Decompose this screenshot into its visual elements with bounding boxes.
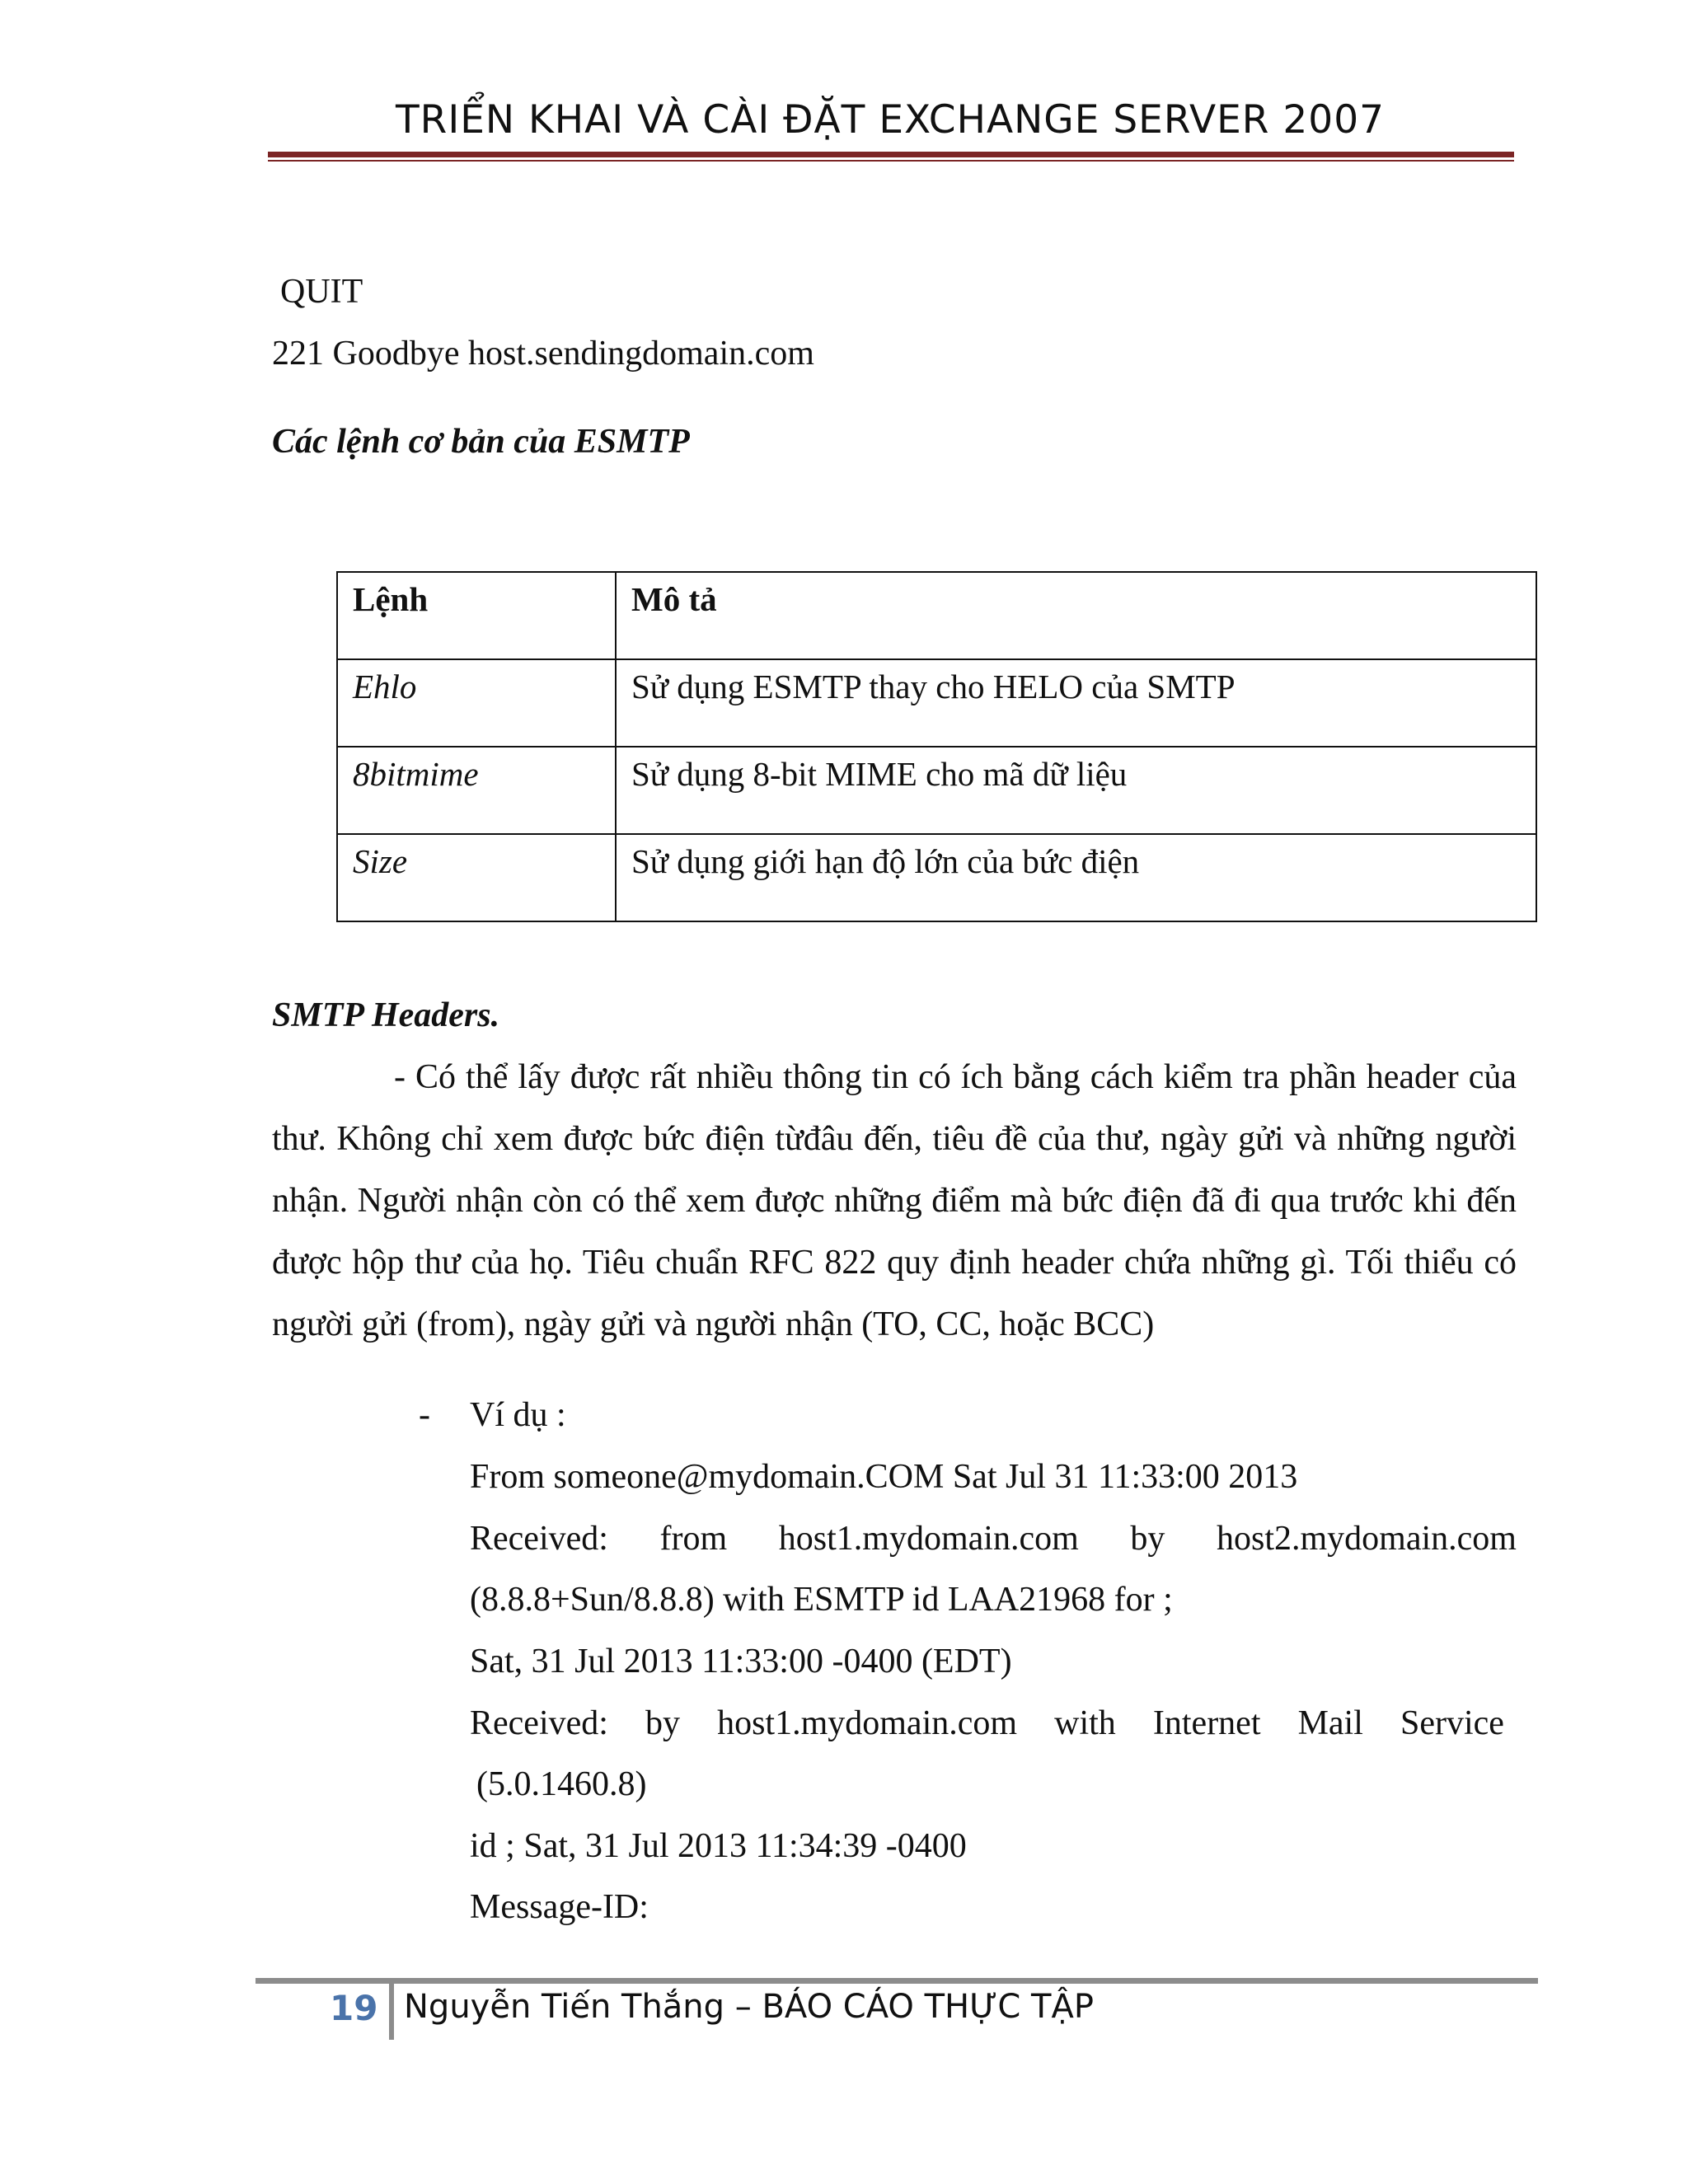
- esmtp-heading: Các lệnh cơ bản của ESMTP: [272, 423, 690, 461]
- example-from-line: From someone@mydomain.COM Sat Jul 31 11:33:00 2013: [470, 1458, 1298, 1496]
- table-row: [337, 747, 1536, 834]
- table-row: [337, 659, 1536, 747]
- column-header-command: Lệnh: [337, 572, 616, 659]
- description-cell: Sử dụng ESMTP thay cho HELO của SMTP: [616, 659, 1536, 747]
- smtp-headers-heading: SMTP Headers.: [272, 996, 500, 1034]
- description-cell: Sử dụng giới hạn độ lớn của bức điện: [616, 834, 1536, 921]
- footer-divider: [389, 1984, 394, 2040]
- example-received-version: (5.0.1460.8): [476, 1765, 647, 1803]
- footer-author-text: Nguyễn Tiến Thắng – BÁO CÁO THỰC TẬP: [404, 1988, 1094, 2026]
- table-header-row: [337, 572, 1536, 659]
- received-word: with: [1054, 1704, 1116, 1742]
- goodbye-response: 221 Goodbye host.sendingdomain.com: [272, 335, 814, 373]
- example-received-id: id ; Sat, 31 Jul 2013 11:34:39 -0400: [470, 1827, 967, 1865]
- esmtp-commands-table: [336, 571, 1537, 922]
- column-header-description: Mô tả: [616, 572, 1536, 659]
- received-word: Received:: [470, 1520, 608, 1558]
- received-word: Internet: [1152, 1704, 1261, 1742]
- example-received-line-2: [470, 1704, 1504, 1743]
- received-word: by: [645, 1704, 680, 1742]
- table-row: [337, 834, 1536, 921]
- received-word: host1.mydomain.com: [717, 1704, 1018, 1742]
- received-word: from: [659, 1520, 728, 1558]
- received-word: by: [1130, 1520, 1165, 1558]
- example-bullet: -: [419, 1396, 430, 1434]
- running-header-title: TRIỂN KHAI VÀ CÀI ĐẶT EXCHANGE SERVER 2007: [395, 97, 1386, 143]
- description-cell: Sử dụng 8-bit MIME cho mã dữ liệu: [616, 747, 1536, 834]
- example-received-continuation: (8.8.8+Sun/8.8.8) with ESMTP id LAA21968 for ;: [470, 1581, 1173, 1619]
- command-cell: Size: [337, 834, 616, 921]
- header-rule: [268, 152, 1514, 157]
- smtp-headers-paragraph: - Có thể lấy được rất nhiều thông tin có ích bằng cách kiểm tra phần header của thư. Không chỉ xem được bức điện từđâu đến, tiêu đề của thư, ngày gửi và những người nhận. Người nhận còn có thể xem được những điểm mà bức điện đã đi qua trước khi đến được hộp thư của họ. Tiêu chuẩn RFC 822 quy định header chứa những gì. Tối thiểu có người gửi (from), ngày gửi và người nhận (TO, CC, hoặc BCC): [272, 1058, 1517, 1343]
- command-cell: Ehlo: [337, 659, 616, 747]
- received-word: Received:: [470, 1704, 608, 1742]
- example-message-id: Message-ID:: [470, 1888, 649, 1926]
- page-number: 19: [330, 1988, 378, 2028]
- received-word: host2.mydomain.com: [1217, 1520, 1517, 1558]
- command-cell: 8bitmime: [337, 747, 616, 834]
- quit-command: QUIT: [280, 273, 363, 311]
- example-received-line-1: [470, 1519, 1517, 1558]
- example-received-date: Sat, 31 Jul 2013 11:33:00 -0400 (EDT): [470, 1643, 1012, 1680]
- header-rule-thin: [268, 160, 1514, 162]
- example-label: Ví dụ :: [470, 1396, 566, 1434]
- received-word: Mail: [1297, 1704, 1363, 1742]
- received-word: host1.mydomain.com: [778, 1520, 1079, 1558]
- footer-rule: [256, 1978, 1538, 1984]
- received-word: Service: [1400, 1704, 1504, 1742]
